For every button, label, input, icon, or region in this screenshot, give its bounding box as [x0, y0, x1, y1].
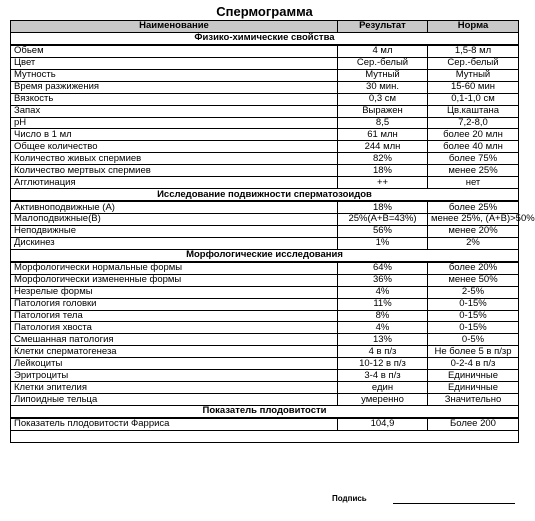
row-norm: 0-15% — [428, 298, 519, 310]
table-row — [11, 225, 519, 237]
row-name: Патология головки — [11, 298, 338, 310]
row-name: Морфологически нормальные формы — [11, 262, 338, 274]
row-name: Мутность — [11, 69, 338, 81]
row-name: Смешанная патология — [11, 334, 338, 346]
row-result: 4% — [338, 286, 428, 298]
row-name: Малоподвижные(В) — [11, 214, 338, 226]
row-name: Лейкоциты — [11, 358, 338, 370]
row-name: Цвет — [11, 57, 338, 69]
signature-line — [393, 503, 515, 504]
table-row — [11, 382, 519, 394]
row-norm: менее 20% — [428, 225, 519, 237]
row-result: Выражен — [338, 105, 428, 117]
row-result: 4 мл — [338, 45, 428, 57]
row-result: Мутный — [338, 69, 428, 81]
table-row — [11, 105, 519, 117]
table-row — [11, 129, 519, 141]
table-row — [11, 346, 519, 358]
row-name: Морфологически измененные формы — [11, 274, 338, 286]
row-name: Вязкость — [11, 93, 338, 105]
row-name: Эритроциты — [11, 370, 338, 382]
blank-row — [11, 430, 519, 442]
table-row — [11, 117, 519, 129]
row-norm: менее 25%, (А+В)>50% — [428, 214, 519, 226]
table-row — [11, 57, 519, 69]
row-norm: 0-15% — [428, 322, 519, 334]
row-norm: нет — [428, 177, 519, 189]
row-norm: Значительно — [428, 394, 519, 406]
row-result: умеренно — [338, 394, 428, 406]
row-norm: Цв.каштана — [428, 105, 519, 117]
row-result: 4 в п/з — [338, 346, 428, 358]
header-result: Результат — [338, 21, 428, 33]
row-norm: менее 25% — [428, 165, 519, 177]
table-row — [11, 141, 519, 153]
row-name: Агглютинация — [11, 177, 338, 189]
table-row — [11, 370, 519, 382]
row-result: 64% — [338, 262, 428, 274]
row-result: 11% — [338, 298, 428, 310]
table-row — [11, 334, 519, 346]
row-result: 18% — [338, 201, 428, 213]
row-name: Клетки эпителия — [11, 382, 338, 394]
section-title: Морфологические исследования — [11, 249, 519, 261]
row-result: един — [338, 382, 428, 394]
row-result: 13% — [338, 334, 428, 346]
row-norm: Единичные — [428, 370, 519, 382]
row-result: 18% — [338, 165, 428, 177]
row-result: Сер.-белый — [338, 57, 428, 69]
section-header — [11, 189, 519, 201]
table-row — [11, 262, 519, 274]
table-row — [11, 69, 519, 81]
row-norm: более 20% — [428, 262, 519, 274]
row-name: Патология хвоста — [11, 322, 338, 334]
table-row — [11, 153, 519, 165]
row-result: 8,5 — [338, 117, 428, 129]
row-norm: 0-5% — [428, 334, 519, 346]
row-result: 104,9 — [338, 418, 428, 430]
row-result: 36% — [338, 274, 428, 286]
row-norm: 1,5-8 мл — [428, 45, 519, 57]
row-result: 25%(А+В=43%) — [338, 214, 428, 226]
row-name: Обьем — [11, 45, 338, 57]
row-norm: более 25% — [428, 201, 519, 213]
table-row — [11, 81, 519, 93]
table-row — [11, 322, 519, 334]
row-result: 244 млн — [338, 141, 428, 153]
row-norm: Не более 5 в п/зр — [428, 346, 519, 358]
row-result: 8% — [338, 310, 428, 322]
row-norm: Единичные — [428, 382, 519, 394]
section-header — [11, 249, 519, 261]
row-result: 4% — [338, 322, 428, 334]
row-name: Запах — [11, 105, 338, 117]
row-norm: 2-5% — [428, 286, 519, 298]
table-row — [11, 45, 519, 57]
row-name: Активноподвижные (А) — [11, 201, 338, 213]
table-row — [11, 237, 519, 249]
row-name: Патология тела — [11, 310, 338, 322]
table-row — [11, 177, 519, 189]
row-norm: 2% — [428, 237, 519, 249]
row-name: Показатель плодовитости Фаррисa — [11, 418, 338, 430]
section-title: Физико-химические свойства — [11, 32, 519, 44]
row-name: pH — [11, 117, 338, 129]
row-name: Количество живых спермиев — [11, 153, 338, 165]
row-norm: 7,2-8,0 — [428, 117, 519, 129]
row-norm: 15-60 мин — [428, 81, 519, 93]
table-row — [11, 214, 519, 226]
table-row — [11, 310, 519, 322]
row-result: 1% — [338, 237, 428, 249]
row-result: 3-4 в п/з — [338, 370, 428, 382]
table-row — [11, 93, 519, 105]
table-row — [11, 298, 519, 310]
row-result: ++ — [338, 177, 428, 189]
row-norm: более 20 млн — [428, 129, 519, 141]
row-name: Время разжижения — [11, 81, 338, 93]
row-name: Незрелые формы — [11, 286, 338, 298]
table-header — [11, 21, 519, 33]
signature-label: Подпись — [332, 494, 367, 503]
row-name: Число в 1 мл — [11, 129, 338, 141]
table-row — [11, 274, 519, 286]
row-result: 56% — [338, 225, 428, 237]
row-norm: более 40 млн — [428, 141, 519, 153]
table-row — [11, 418, 519, 430]
row-result: 82% — [338, 153, 428, 165]
header-name: Наименование — [11, 21, 338, 33]
row-name: Дискинез — [11, 237, 338, 249]
row-norm: 0-15% — [428, 310, 519, 322]
row-result: 61 млн — [338, 129, 428, 141]
table-row — [11, 165, 519, 177]
row-norm: Более 200 — [428, 418, 519, 430]
blank-cell — [11, 430, 519, 442]
document-title: Спермограмма — [216, 4, 313, 19]
row-result: 0,3 см — [338, 93, 428, 105]
section-header — [11, 406, 519, 418]
table-row — [11, 286, 519, 298]
row-norm: 0-2-4 в п/з — [428, 358, 519, 370]
section-title: Исследование подвижности сперматозоидов — [11, 189, 519, 201]
header-norm: Норма — [428, 21, 519, 33]
row-result: 30 мин. — [338, 81, 428, 93]
table-row — [11, 201, 519, 213]
spermogram-table — [10, 20, 535, 443]
row-name: Общее количество — [11, 141, 338, 153]
row-name: Липоидные тельца — [11, 394, 338, 406]
row-norm: менее 50% — [428, 274, 519, 286]
row-result: 10-12 в п/з — [338, 358, 428, 370]
row-name: Неподвижные — [11, 225, 338, 237]
table-row — [11, 358, 519, 370]
row-name: Количество мертвых спермиев — [11, 165, 338, 177]
row-norm: более 75% — [428, 153, 519, 165]
row-norm: Мутный — [428, 69, 519, 81]
row-name: Клетки сперматогенеза — [11, 346, 338, 358]
table-row — [11, 394, 519, 406]
section-title: Показатель плодовитости — [11, 406, 519, 418]
row-norm: 0,1-1,0 см — [428, 93, 519, 105]
section-header — [11, 32, 519, 44]
row-norm: Сер.-белый — [428, 57, 519, 69]
